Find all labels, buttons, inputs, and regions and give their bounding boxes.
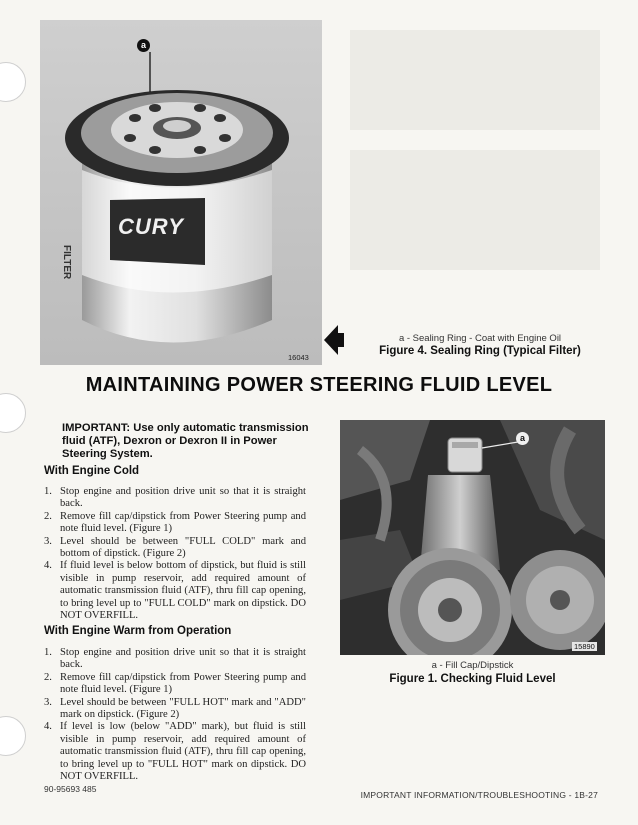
- filter-brand-text: CURY: [118, 214, 184, 239]
- binder-hole-middle: [0, 393, 26, 433]
- footer-part-number: 90-95693 485: [44, 784, 97, 794]
- cold-step: 1. Stop engine and position drive unit so that it is straight back.: [44, 486, 306, 510]
- figure1-caption-bold: Figure 1. Checking Fluid Level: [389, 673, 556, 685]
- important-note: IMPORTANT: Use only automatic transmission fluid (ATF), Dexron or Dexron II in Power Steering System.: [62, 422, 309, 460]
- warm-heading: With Engine Warm from Operation: [44, 625, 232, 637]
- callout-a-filter: a: [137, 39, 150, 52]
- cold-step: 2. Remove fill cap/dipstick from Power Steering pump and note fluid level. (Figure 1): [44, 510, 306, 535]
- cold-heading: With Engine Cold: [44, 465, 140, 477]
- warm-step: 4. If level is low (below "ADD" mark), but fluid is still visible in pump reservoir, add required amount of automatic transmission fluid (ATF), thru fill cap opening, to bring level up to "FULL HOT" mark on dipstick. DO NOT OVERFILL.: [44, 721, 306, 783]
- callout-a-fill-cap: a: [516, 432, 529, 445]
- warm-step: 2. Remove fill cap/dipstick from Power Steering pump and note fluid level. (Figure 1): [44, 671, 306, 696]
- filter-word-text: FILTER: [61, 245, 72, 280]
- warm-step: 1. Stop engine and position drive unit so that it is straight back.: [44, 647, 306, 671]
- figure1-photo-id: 15890: [574, 642, 595, 651]
- binder-hole-top: [0, 62, 26, 102]
- figure4-caption-bold: Figure 4. Sealing Ring (Typical Filter): [379, 345, 581, 357]
- warm-step: 3. Level should be between "FULL HOT" mark and "ADD" mark on dipstick. (Figure 2): [44, 696, 306, 721]
- cold-step: 4. If fluid level is below bottom of dipstick, but fluid is still visible in pump reservoir, add required amount of automatic transmission fluid (ATF), thru fill cap opening, to bring level up to "FULL COLD" mark on dipstick. DO NOT OVERFILL.: [44, 560, 306, 622]
- figure4-caption-small: a - Sealing Ring - Coat with Engine Oil: [398, 333, 562, 344]
- cold-steps-list: [44, 486, 306, 622]
- binder-hole-bottom: [0, 716, 26, 756]
- bleed-through-top: [350, 30, 600, 130]
- cold-step: 3. Level should be between "FULL COLD" mark and bottom of dipstick. (Figure 2): [44, 535, 306, 560]
- power-steering-pump-photo: [340, 420, 605, 655]
- oil-filter-illustration: [40, 20, 322, 365]
- figure4-photo-id: 16043: [288, 353, 309, 362]
- figure1-caption-small: a - Fill Cap/Dipstick: [431, 660, 514, 671]
- warm-steps-list: [44, 647, 306, 783]
- footer-page-label: IMPORTANT INFORMATION/TROUBLESHOOTING - 1B-27: [360, 790, 598, 800]
- arrow-left-icon: [322, 323, 346, 357]
- oil-filter-photo: [40, 20, 322, 365]
- bleed-through-middle: [350, 150, 600, 270]
- power-steering-pump-illustration: [340, 420, 605, 655]
- section-title: MAINTAINING POWER STEERING FLUID LEVEL: [85, 374, 553, 396]
